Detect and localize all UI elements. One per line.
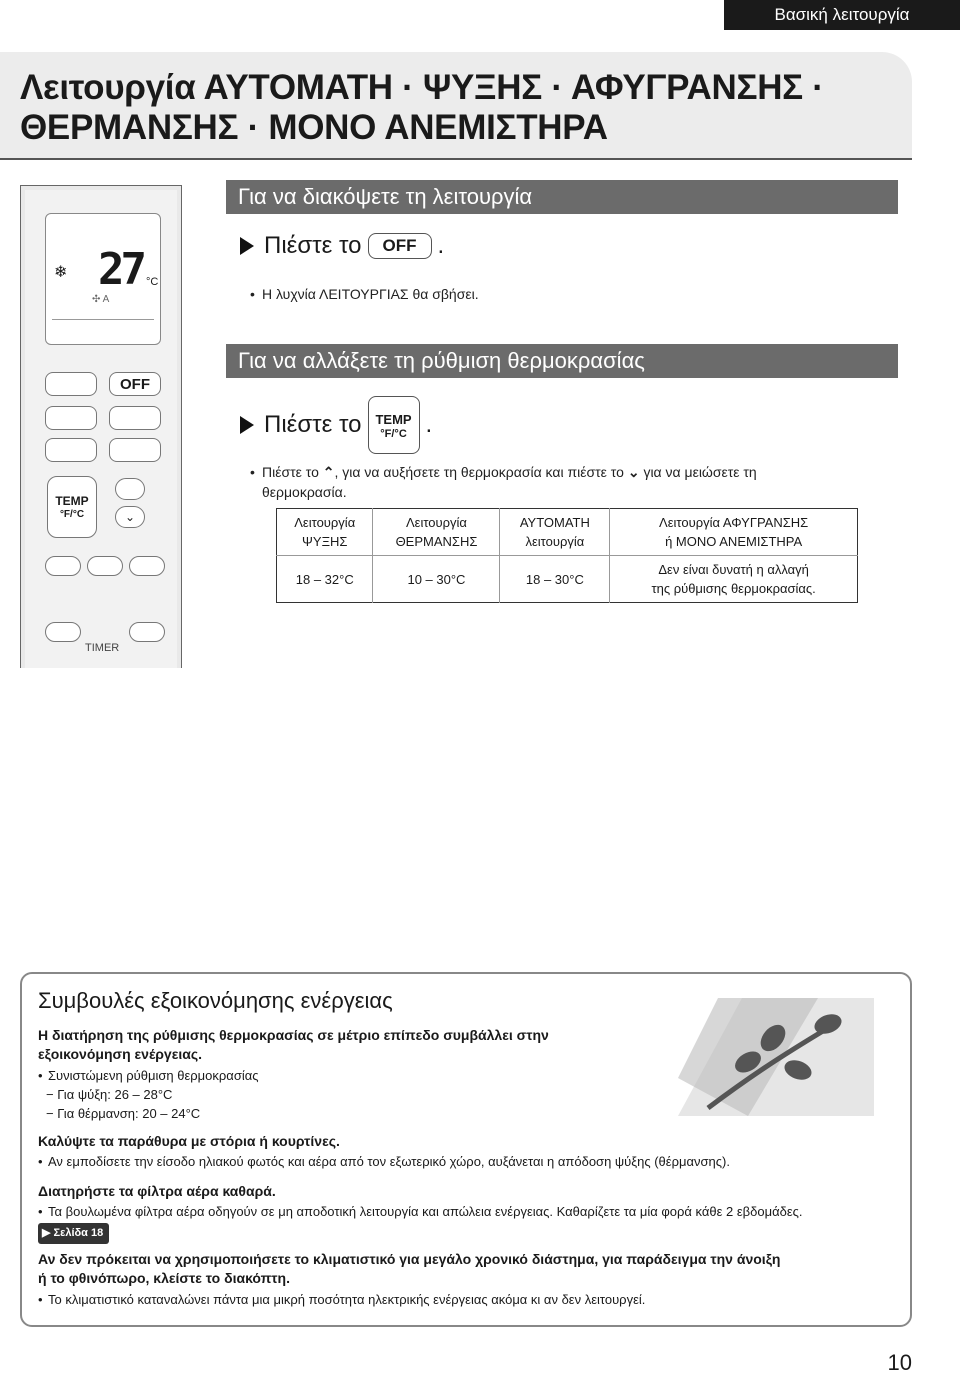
table-cell: 10 – 30°C bbox=[373, 556, 500, 603]
display-temperature: 27 bbox=[98, 244, 143, 295]
cell-text: Λειτουργία ΑΦΥΓΡΑΝΣΗΣ bbox=[659, 515, 809, 530]
temp-unit-label: °F/°C bbox=[59, 509, 85, 520]
remote-control-illustration bbox=[20, 185, 182, 668]
tip-bullet: • Συνιστώμενη ρύθμιση θερμοκρασίας bbox=[38, 1066, 259, 1085]
table-row bbox=[277, 556, 858, 603]
remote-round-button bbox=[115, 478, 145, 500]
display-unit: °C bbox=[146, 276, 159, 288]
tip-bullet: • Αν εμποδίσετε την είσοδο ηλιακού φωτός και αέρα από τον εξωτερικό χώρο, αυξάνεται η απόδοση ψύξης (θέρμανσης). bbox=[38, 1152, 730, 1171]
tips-title: Συμβουλές εξοικονόμησης ενέργειας bbox=[38, 988, 393, 1013]
step-arrow-icon bbox=[240, 237, 254, 255]
remote-blank-button bbox=[45, 438, 97, 462]
remote-pill-button bbox=[87, 556, 123, 576]
remote-pill-button bbox=[45, 622, 81, 642]
timer-label: TIMER bbox=[85, 642, 120, 654]
cell-text: ΑΥΤΟΜΑΤΗ bbox=[519, 515, 590, 530]
tip-3-body bbox=[38, 1202, 803, 1244]
note-part: για να μειώσετε τη bbox=[643, 464, 757, 480]
table-row bbox=[277, 509, 858, 556]
tip-bullet: • Το κλιματιστικό καταναλώνει πάντα μια μικρή ποσότητα ηλεκτρικής ενέργειας ακόμα κι αν δεν λειτουργεί. bbox=[38, 1290, 645, 1309]
tip-line: ή το φθινόπωρο, κλείστε το διακόπτη. bbox=[38, 1270, 290, 1286]
display-divider bbox=[52, 319, 154, 320]
temp-instruction bbox=[240, 396, 432, 454]
tip-dash: − Για ψύξη: 26 – 28°C bbox=[46, 1087, 173, 1102]
temp-label: TEMP bbox=[55, 494, 89, 508]
tip-4-heading bbox=[38, 1250, 780, 1288]
temp-note bbox=[262, 462, 852, 502]
cell-text: ή ΜΟΝΟ ΑΝΕΜΙΣΤΗΡΑ bbox=[665, 534, 803, 549]
remote-blank-button bbox=[109, 438, 161, 462]
title-line-2: ΘΕΡΜΑΝΣΗΣ · ΜΟΝΟ ΑΝΕΜΙΣΤΗΡΑ bbox=[20, 108, 608, 147]
stop-heading: Για να διακόψετε τη λειτουργία bbox=[226, 180, 898, 214]
ref-text: Σελίδα 18 bbox=[53, 1227, 104, 1239]
remote-blank-button bbox=[45, 406, 97, 430]
tip-line: Η διατήρηση της ρύθμισης θερμοκρασίας σε μέτριο επίπεδο συμβάλλει στην bbox=[38, 1027, 549, 1043]
tip-line: Αν δεν πρόκειται να χρησιμοποιήσετε το κλιματιστικό για μεγάλο χρονικό διάστημα, για παράδειγμα την άνοιξη bbox=[38, 1251, 781, 1267]
cell-text: Λειτουργία bbox=[294, 515, 356, 530]
remote-pill-button bbox=[45, 556, 81, 576]
energy-tips-panel bbox=[20, 972, 912, 1327]
note-part: , για να αυξήσετε τη θερμοκρασία και πιέστε το bbox=[334, 464, 624, 480]
remote-blank-button bbox=[109, 406, 161, 430]
table-cell bbox=[500, 509, 610, 556]
cell-text: ΘΕΡΜΑΝΣΗΣ bbox=[395, 534, 478, 549]
page-number: 10 bbox=[887, 1350, 912, 1375]
table-cell: 18 – 30°C bbox=[500, 556, 610, 603]
temp-glyph-top: TEMP bbox=[375, 412, 412, 427]
table-cell bbox=[610, 556, 858, 603]
tip-line: εξοικονόμηση ενέργειας. bbox=[38, 1046, 203, 1062]
period: . bbox=[425, 411, 433, 438]
title-panel bbox=[0, 52, 912, 160]
tip-1-heading bbox=[38, 1026, 549, 1064]
page-reference-link[interactable]: ▶ Σελίδα 18 bbox=[38, 1223, 109, 1244]
table-cell bbox=[373, 509, 500, 556]
tip-2-heading: Καλύψτε τα παράθυρα με στόρια ή κουρτίνες. bbox=[38, 1133, 340, 1149]
stop-instruction bbox=[240, 232, 444, 260]
temp-button-glyph bbox=[368, 396, 420, 454]
cell-text: της ρύθμισης θερμοκρασίας. bbox=[651, 581, 816, 596]
table-cell bbox=[277, 509, 373, 556]
fan-mode-icon: ✣ A bbox=[92, 294, 110, 305]
step-arrow-icon bbox=[240, 416, 254, 434]
cell-text: λειτουργία bbox=[525, 534, 585, 549]
press-text: Πιέστε το bbox=[264, 232, 362, 259]
tip-2-body bbox=[38, 1152, 730, 1171]
chevron-up-icon: ⌃ bbox=[322, 464, 335, 480]
leaf-branch-icon bbox=[678, 998, 874, 1116]
press-text: Πιέστε το bbox=[264, 411, 362, 438]
note-part: θερμοκρασία. bbox=[262, 484, 347, 500]
period: . bbox=[437, 232, 445, 259]
note-part: Πιέστε το bbox=[262, 464, 319, 480]
tip-3-heading: Διατηρήστε τα φίλτρα αέρα καθαρά. bbox=[38, 1183, 276, 1199]
remote-pill-button bbox=[129, 622, 165, 642]
table-cell: 18 – 32°C bbox=[295, 571, 354, 587]
stop-note: • Η λυχνία ΛΕΙΤΟΥΡΓΙΑΣ θα σβήσει. bbox=[262, 284, 479, 304]
chevron-down-icon: ⌄ bbox=[115, 506, 145, 528]
table-cell bbox=[610, 509, 858, 556]
chevron-down-icon: ⌄ bbox=[627, 464, 640, 480]
tip-dash: − Για θέρμανση: 20 – 24°C bbox=[46, 1106, 201, 1121]
temperature-range-table bbox=[276, 508, 858, 603]
cell-text: Λειτουργία bbox=[405, 515, 467, 530]
off-button-glyph: OFF bbox=[368, 233, 432, 259]
temp-glyph-bottom: °F/°C bbox=[380, 428, 407, 440]
title-line-1: Λειτουργία ΑΥΤΟΜΑΤΗ · ΨΥΞΗΣ · ΑΦΥΓΡΑΝΣΗΣ · bbox=[20, 68, 824, 107]
tip-4-body bbox=[38, 1290, 645, 1309]
cell-text: Δεν είναι δυνατή η αλλαγή bbox=[658, 562, 809, 577]
tip-bullet: • Τα βουλωμένα φίλτρα αέρα οδηγούν σε μη αποδοτική λειτουργία και απώλεια ενέργειας. Καθαρίζετε τα μία φορά κάθε 2 εβδομάδες. bbox=[38, 1202, 803, 1221]
tip-1-body bbox=[38, 1066, 259, 1123]
remote-display bbox=[45, 213, 161, 345]
snowflake-icon: ❄ bbox=[54, 264, 68, 281]
page-title bbox=[20, 68, 900, 148]
remote-off-button: OFF bbox=[109, 372, 161, 396]
temp-heading: Για να αλλάξετε τη ρύθμιση θερμοκρασίας bbox=[226, 344, 898, 378]
remote-blank-button bbox=[45, 372, 97, 396]
cell-text: ΨΥΞΗΣ bbox=[302, 534, 348, 549]
section-tab: Βασική λειτουργία bbox=[724, 0, 960, 30]
remote-pill-button bbox=[129, 556, 165, 576]
remote-temp-button bbox=[47, 476, 97, 538]
